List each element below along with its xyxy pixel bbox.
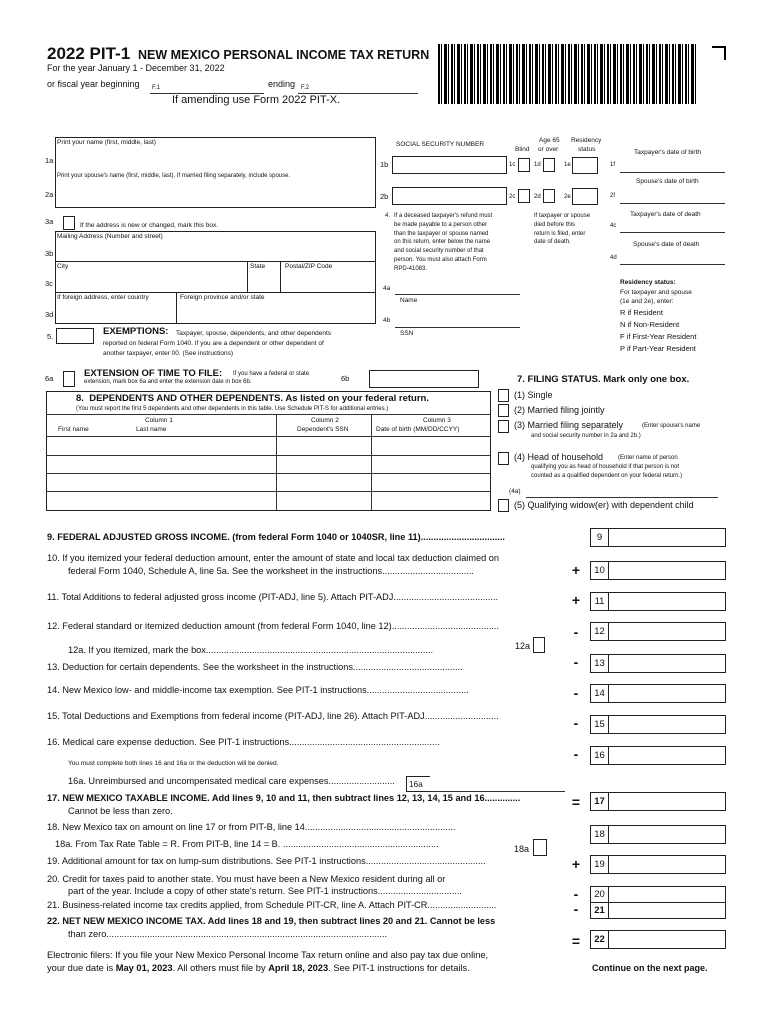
status-label: status	[578, 146, 596, 153]
column-3-sub: Date of birth (MM/DD/CCYY)	[376, 426, 460, 433]
filing-separate-note-2: and social security number in 2a and 2b.)	[531, 433, 641, 439]
filing-status-title: 7. FILING STATUS. Mark only one box.	[517, 374, 690, 385]
line-4d-label: 4d	[610, 255, 617, 261]
line-10-box-label: 10	[591, 562, 609, 579]
line-2c-label: 2c	[509, 194, 516, 200]
line-12a-text: 12a. If you itemized, mark the box.........................................................................................	[68, 645, 434, 655]
line-9-amount[interactable]	[590, 528, 726, 547]
spouse-blind-checkbox[interactable]	[518, 189, 530, 203]
dependent-row[interactable]	[46, 437, 491, 456]
line-22-box-label: 22	[591, 931, 609, 948]
residency-sub-2: (1e and 2e), enter:	[620, 298, 674, 305]
residency-r: R if Resident	[620, 308, 663, 317]
line-2b-label: 2b	[380, 192, 389, 201]
line-15-minus: -	[573, 715, 579, 731]
spouse-death-field[interactable]	[620, 264, 725, 265]
line-16-amount[interactable]	[590, 746, 726, 765]
line-4-name-label: Name	[400, 297, 418, 304]
footer-efile-note-1: Electronic filers: If you file your New Mexico Personal Income Tax return online and also pay tax due online,	[47, 950, 489, 960]
line-1f-label: 1f	[610, 162, 616, 168]
form-title: NEW MEXICO PERSONAL INCOME TAX RETURN	[138, 48, 430, 62]
line-10-text-1: 10. If you itemized your federal deduction amount, enter the amount of state and local tax deduction claimed on	[47, 553, 499, 563]
filing-single-checkbox[interactable]	[498, 389, 509, 402]
line-11-box-label: 11	[591, 593, 609, 610]
filing-separate-note: (Enter spouse's name	[642, 423, 701, 429]
line-16a-box	[406, 776, 430, 792]
line-1a-label: 1a	[45, 156, 54, 165]
line-12-text: 12. Federal standard or itemized deduction amount (from federal Form 1040, line 12)..........................................	[47, 621, 499, 631]
line-9-text: 9. FEDERAL ADJUSTED GROSS INCOME. (from federal Form 1040 or 1040SR, line 11).................................	[47, 532, 505, 542]
spouse-residency-field[interactable]	[572, 188, 598, 205]
mailing-address-label: Mailing Address (Number and street)	[57, 233, 163, 240]
form-year-title: 2022 PIT-1	[47, 44, 131, 63]
blind-label: Blind	[515, 146, 530, 153]
line-16-text: 16. Medical care expense deduction. See PIT-1 instructions...........................................................	[47, 737, 440, 747]
filing-hoh-note-3: counted as a qualified dependent on your federal return.)	[531, 473, 683, 479]
line-20-box-label: 20	[591, 887, 609, 902]
column-1-head: Column 1	[145, 417, 173, 424]
line-22-amount[interactable]	[590, 930, 726, 949]
line-15-amount[interactable]	[590, 715, 726, 734]
line-2a-label: 2a	[45, 190, 54, 199]
tax-period: For the year January 1 - December 31, 2022	[47, 63, 225, 73]
filing-hoh-checkbox[interactable]	[498, 452, 509, 465]
line-13-text: 13. Deduction for certain dependents. See the worksheet in the instructions...........................................	[47, 662, 463, 672]
line-10-text-2: federal Form 1040, Schedule A, line 5a. See the worksheet in the instructions....................................	[68, 566, 474, 576]
line-20-text-1: 20. Credit for taxes paid to another state. You must have been a New Mexico resident during all or	[47, 874, 446, 884]
line-12-box-label: 12	[591, 623, 609, 640]
exemptions-text-1: Taxpayer, spouse, dependents, and other dependents	[176, 330, 332, 337]
column-3-head: Column 3	[423, 417, 451, 424]
line-4-number: 4.	[385, 213, 391, 219]
line-21-amount[interactable]	[590, 902, 726, 919]
residency-title: Residency status:	[620, 279, 676, 286]
age65-label: Age 65	[539, 137, 560, 144]
line-13-amount[interactable]	[590, 654, 726, 673]
residency-n: N if Non-Resident	[620, 320, 680, 329]
filing-single-label: (1) Single	[514, 390, 553, 400]
address-changed-checkbox[interactable]	[63, 216, 75, 230]
taxpayer-dob-field[interactable]	[620, 172, 725, 173]
line-4-ssn-label: SSN	[400, 330, 414, 337]
line-1b-label: 1b	[380, 160, 389, 169]
line-16-note: You must complete both lines 16 and 16a or the deduction will be denied.	[68, 760, 279, 767]
city-label: City	[57, 263, 69, 270]
ending-label: ending	[268, 79, 296, 89]
spouse-death-label: Spouse's date of death	[633, 241, 700, 248]
exemptions-text-3: another taxpayer, enter 00. (See instructions)	[103, 350, 234, 357]
line-4-text: If a deceased taxpayer's refund must be made payable to a person other than the taxpayer or spouse named on this return, enter below the name and social security number of that person. You must also attach Form RPD-41083.	[394, 213, 493, 272]
line-15-text: 15. Total Deductions and Exemptions from federal income (PIT-ADJ, line 26). Attach PIT-ADJ.............................	[47, 711, 499, 721]
line-1d-label: 1d	[534, 162, 541, 168]
line-2d-label: 2d	[534, 194, 541, 200]
line-1c-label: 1c	[509, 162, 516, 168]
spouse-dob-field[interactable]	[620, 203, 725, 204]
filing-separate-checkbox[interactable]	[498, 420, 509, 433]
line-19-plus: +	[571, 856, 581, 872]
fiscal-year-label: or fiscal year beginning	[47, 79, 140, 89]
dependents-title: 8. DEPENDENTS AND OTHER DEPENDENTS. As listed on your federal return.	[76, 393, 429, 404]
line-21-box-label: 21	[591, 903, 609, 918]
line-14-box-label: 14	[591, 685, 609, 702]
dependents-subtitle: (You must report the first 5 dependents and other dependents in this table. Use Schedule PIT-S for additional entries.)	[76, 406, 389, 412]
foreign-province-label: Foreign province and/or state	[180, 294, 265, 301]
line-16a-amount[interactable]	[430, 791, 565, 792]
spouse-dob-label: Spouse's date of birth	[636, 178, 699, 185]
exemptions-text-2: reported on federal Form 1040. If you are a dependent or other dependent of	[103, 340, 324, 347]
footer-efile-note-2: your due date is May 01, 2023. All others must file by April 18, 2023. See PIT-1 instructions for details.	[47, 963, 470, 973]
line-19-amount[interactable]	[590, 855, 726, 874]
taxpayer-death-field[interactable]	[620, 232, 725, 233]
line-20-amount[interactable]	[590, 886, 726, 903]
line-6a-label: 6a	[45, 374, 54, 383]
line-4b-ssn-field[interactable]	[395, 327, 520, 328]
hoh-name-field[interactable]	[526, 497, 718, 498]
dependent-row[interactable]	[46, 455, 491, 474]
column-2-sub: Dependent's SSN	[297, 426, 349, 433]
barcode	[438, 44, 696, 104]
line-22-text-1: 22. NET NEW MEXICO INCOME TAX. Add lines 18 and 19, then subtract lines 20 and 21. Cannot be less	[47, 916, 496, 926]
line-4a-label: 4a	[383, 285, 391, 292]
line-18a-box-label: 18a	[514, 844, 530, 854]
line-20-minus: -	[573, 886, 579, 902]
zip-label: Postal/ZIP Code	[285, 263, 333, 270]
line-12-amount[interactable]	[590, 622, 726, 641]
spouse-age65-checkbox[interactable]	[543, 189, 555, 203]
line-22-equals: =	[571, 933, 581, 949]
filing-hoh-note-1: (Enter name of person	[618, 455, 678, 461]
line-14-text: 14. New Mexico low- and middle-income tax exemption. See PIT-1 instructions........................................	[47, 685, 469, 695]
line-4b-label: 4b	[383, 317, 391, 324]
line-11-text: 11. Total Additions to federal adjusted gross income (PIT-ADJ, line 5). Attach PIT-ADJ.........................................	[47, 592, 499, 602]
residency-p: P if Part-Year Resident	[620, 344, 696, 353]
line-11-plus: +	[571, 592, 581, 608]
spouse-name-label: Print your spouse's name (first, middle, last). If married filing separately, include spouse.	[57, 173, 291, 179]
line-21-text: 21. Business-related income tax credits applied, from Schedule PIT-CR, line A. Attach PIT-CR...........................	[47, 900, 497, 910]
exemptions-field[interactable]	[56, 328, 94, 344]
line-17-text-2: Cannot be less than zero.	[68, 806, 173, 816]
line-20-text-2: part of the year. Include a copy of other state's return. See PIT-1 instructions.................................	[68, 886, 462, 896]
taxpayer-death-label: Taxpayer's date of death	[630, 211, 701, 218]
extension-text-2: extension, mark box 6a and enter the extension date in box 6b.	[84, 379, 252, 385]
line-1e-label: 1e	[564, 162, 571, 168]
line-17-amount[interactable]	[590, 792, 726, 811]
taxpayer-blind-checkbox[interactable]	[518, 158, 530, 172]
line-13-minus: -	[573, 654, 579, 670]
line-19-box-label: 19	[591, 856, 609, 873]
line-2e-label: 2e	[564, 194, 571, 200]
line-4-right-text: If taxpayer or spouse died before this return is filed, enter date of death.	[534, 213, 591, 246]
taxpayer-dob-label: Taxpayer's date of birth	[634, 149, 701, 156]
extension-date-field[interactable]	[369, 370, 479, 388]
dependents-divider	[46, 414, 491, 415]
taxpayer-age65-checkbox[interactable]	[543, 158, 555, 172]
line-16a-text: 16a. Unreimbursed and uncompensated medical care expenses..........................	[68, 776, 395, 786]
amending-note: If amending use Form 2022 PIT-X.	[172, 94, 341, 106]
taxpayer-name-label: Print your name (first, middle, last)	[57, 139, 156, 146]
line-3c-label: 3c	[45, 279, 53, 288]
column-2-head: Column 2	[311, 417, 339, 424]
line-5-label: 5.	[47, 332, 54, 341]
last-name-head: Last name	[136, 426, 167, 433]
corner-mark	[712, 46, 726, 60]
extension-text-1: If you have a federal or state	[233, 371, 310, 377]
line-17-text-1: 17. NEW MEXICO TAXABLE INCOME. Add lines 9, 10 and 11, then subtract lines 12, 13, 14, 15 and 16..............	[47, 793, 521, 803]
or-over-label: or over	[538, 146, 559, 153]
line-14-amount[interactable]	[590, 684, 726, 703]
line-15-box-label: 15	[591, 716, 609, 733]
line-9-box-label: 9	[591, 529, 609, 546]
dependent-row[interactable]	[46, 491, 491, 509]
tax-method-field[interactable]	[533, 839, 547, 856]
first-name-head: First name	[58, 426, 89, 433]
f2-label: F.2	[301, 85, 310, 91]
exemptions-title: EXEMPTIONS:	[103, 326, 169, 337]
line-4a-hoh-label: (4a)	[509, 488, 521, 495]
f1-label: F.1	[152, 85, 161, 91]
dependent-row[interactable]	[46, 473, 491, 492]
city-field[interactable]	[55, 261, 248, 293]
filing-hoh-label: (4) Head of household	[514, 452, 604, 462]
line-13-box-label: 13	[591, 655, 609, 672]
filing-separate-label: (3) Married filing separately	[514, 420, 624, 430]
line-3b-label: 3b	[45, 249, 54, 258]
foreign-country-label: If foreign address, enter country	[57, 294, 149, 301]
line-18-amount[interactable]	[590, 825, 726, 844]
line-10-plus: +	[571, 562, 581, 578]
filing-widow-label: (5) Qualifying widow(er) with dependent child	[514, 500, 694, 510]
line-16-minus: -	[573, 746, 579, 762]
residency-f: F if First-Year Resident	[620, 332, 697, 341]
filing-widow-checkbox[interactable]	[498, 499, 509, 512]
spouse-ssn-field[interactable]	[392, 187, 507, 205]
line-14-minus: -	[573, 685, 579, 701]
residency-sub-1: For taxpayer and spouse	[620, 289, 692, 296]
line-21-minus: -	[573, 901, 579, 917]
line-11-amount[interactable]	[590, 592, 726, 611]
line-4a-name-field[interactable]	[395, 294, 520, 295]
taxpayer-residency-field[interactable]	[572, 157, 598, 174]
itemized-checkbox[interactable]	[533, 637, 545, 653]
line-6b-label: 6b	[341, 374, 350, 383]
line-19-text: 19. Additional amount for tax on lump-sum distributions. See PIT-1 instructions...............................................	[47, 856, 486, 866]
line-2f-label: 2f	[610, 193, 616, 199]
line-12-minus: -	[573, 624, 579, 640]
line-3a-label: 3a	[45, 217, 54, 226]
line-18-text: 18. New Mexico tax on amount on line 17 or from PIT-B, line 14...........................................................	[47, 822, 456, 832]
line-18-box-label: 18	[591, 826, 609, 843]
line-17-box-label: 17	[591, 793, 609, 810]
filing-joint-label: (2) Married filing jointly	[514, 405, 605, 415]
extension-checkbox[interactable]	[63, 371, 75, 387]
filing-hoh-note-2: qualifying you as head of household if that person is not	[531, 464, 680, 470]
line-4c-label: 4c	[610, 223, 617, 229]
state-label: State	[250, 263, 266, 270]
line-12a-box-label: 12a	[515, 641, 531, 651]
taxpayer-ssn-field[interactable]	[392, 156, 507, 174]
line-17-equals: =	[571, 794, 581, 810]
line-16a-box-label: 16a	[409, 780, 423, 789]
ssn-label: SOCIAL SECURITY NUMBER	[396, 141, 485, 148]
continue-next-page: Continue on the next page.	[592, 963, 708, 973]
extension-title: EXTENSION OF TIME TO FILE:	[84, 368, 223, 379]
residency-label: Residency	[571, 137, 602, 144]
line-10-amount[interactable]	[590, 561, 726, 580]
address-changed-label: If the address is new or changed, mark this box.	[80, 222, 219, 229]
filing-joint-checkbox[interactable]	[498, 404, 509, 417]
line-3d-label: 3d	[45, 310, 54, 319]
line-22-text-2: than zero..............................................................................................................	[68, 929, 388, 939]
line-18a-text: 18a. From Tax Rate Table = R. From PIT-B, line 14 = B. .............................................................	[55, 839, 439, 849]
line-16-box-label: 16	[591, 747, 609, 764]
